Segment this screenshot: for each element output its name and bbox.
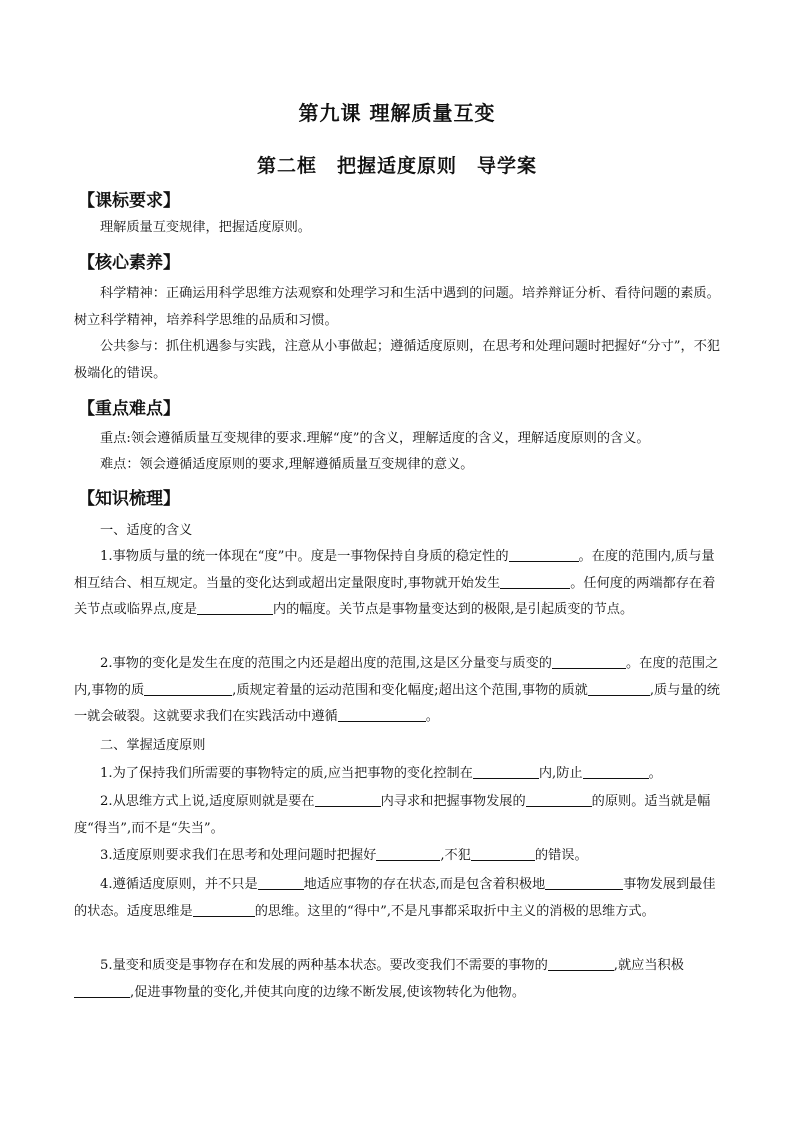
heading-knowledge: 【知识梳理】 [78, 489, 180, 509]
page-subtitle: 第二框 把握适度原则 导学案 [256, 155, 537, 177]
heading-core: 【核心素养】 [78, 253, 180, 273]
principle-item-2: 2.从思维方式上说,适度原则就是要在 内寻求和把握事物发展的 的原则。适当就是幅度“得当”,而不是“失当”。 [74, 789, 724, 842]
subsection-2-title: 二、掌握适度原则 [100, 738, 206, 753]
knowledge-item-2: 2.事物的变化是发生在度的范围之内还是超出度的范围,这是区分量变与质变的 。在度的范围之内,事物的质 ,质规定着量的运动范围和变化幅度;超出这个范围,事物的质就 ,质与量的统一就会破裂。这就要求我们在实践活动中遵循 。 [74, 651, 724, 731]
fill-blank[interactable] [509, 546, 579, 562]
fill-blank[interactable] [197, 599, 273, 615]
principle-item-5: 5.量变和质变是事物存在和发展的两种基本状态。要改变我们不需要的事物的 ,就应当积极,促进事物量的变化,并使其向度的边缘不断发展,使该物转化为他物。 [74, 953, 724, 1006]
fill-blank[interactable] [545, 874, 623, 890]
fill-blank[interactable] [376, 845, 440, 861]
fill-blank[interactable] [144, 680, 232, 696]
difficult-point: 难点：领会遵循适度原则的要求,理解遵循质量互变规律的意义。 [100, 457, 474, 472]
subsection-1-title: 一、适度的含义 [100, 523, 193, 538]
fill-blank[interactable] [548, 955, 614, 971]
fill-blank[interactable] [338, 706, 426, 722]
fill-blank[interactable] [74, 982, 130, 998]
fill-blank[interactable] [500, 573, 570, 589]
fill-blank[interactable] [552, 653, 626, 669]
fill-blank[interactable] [315, 791, 381, 807]
fill-blank[interactable] [473, 763, 539, 779]
core-paragraph-2: 公共参与：抓住机遇参与实践，注意从小事做起；遵循适度原则，在思考和处理问题时把握好“分寸”，不犯极端化的错误。 [74, 339, 721, 381]
fill-blank[interactable] [526, 791, 592, 807]
key-point: 重点:领会遵循质量互变规律的要求.理解“度”的含义，理解适度的含义，理解适度原则的含义。 [100, 431, 650, 446]
fill-blank[interactable] [471, 845, 535, 861]
heading-key: 【重点难点】 [78, 399, 180, 419]
principle-item-3: 3.适度原则要求我们在思考和处理问题时把握好 ,不犯 的错误。 [74, 843, 724, 870]
principle-item-4: 4.遵循适度原则，并不只是 地适应事物的存在状态,而是包含着积极地 事物发展到最佳的状态。适度思维是 的思维。这里的“得中”,不是凡事都采取折中主义的消极的思维方式。 [74, 872, 724, 925]
fill-blank[interactable] [258, 874, 304, 890]
core-paragraph-1: 科学精神：正确运用科学思维方法观察和处理学习和生活中遇到的问题。培养辩证分析、看待问题的素质。树立科学精神，培养科学思维的品质和习惯。 [74, 286, 720, 328]
principle-item-1: 1.为了保持我们所需要的事物特定的质,应当把事物的变化控制在 内,防止 。 [74, 761, 724, 788]
knowledge-item-1: 1.事物质与量的统一体现在“度”中。度是一事物保持自身质的稳定性的 。在度的范围内,质与量相互结合、相互规定。当量的变化达到或超出定量限度时,事物就开始发生 。任何度的两端都存在着关节点或临界点,度是 内的幅度。关节点是事物量变达到的极限,是引起质变的节点。 [74, 544, 724, 624]
page-title: 第九课 理解质量互变 [298, 101, 496, 125]
fill-blank[interactable] [193, 901, 255, 917]
curriculum-text: 理解质量互变规律，把握适度原则。 [100, 220, 311, 235]
fill-blank[interactable] [583, 763, 649, 779]
heading-curriculum: 【课标要求】 [78, 191, 180, 211]
fill-blank[interactable] [588, 680, 650, 696]
